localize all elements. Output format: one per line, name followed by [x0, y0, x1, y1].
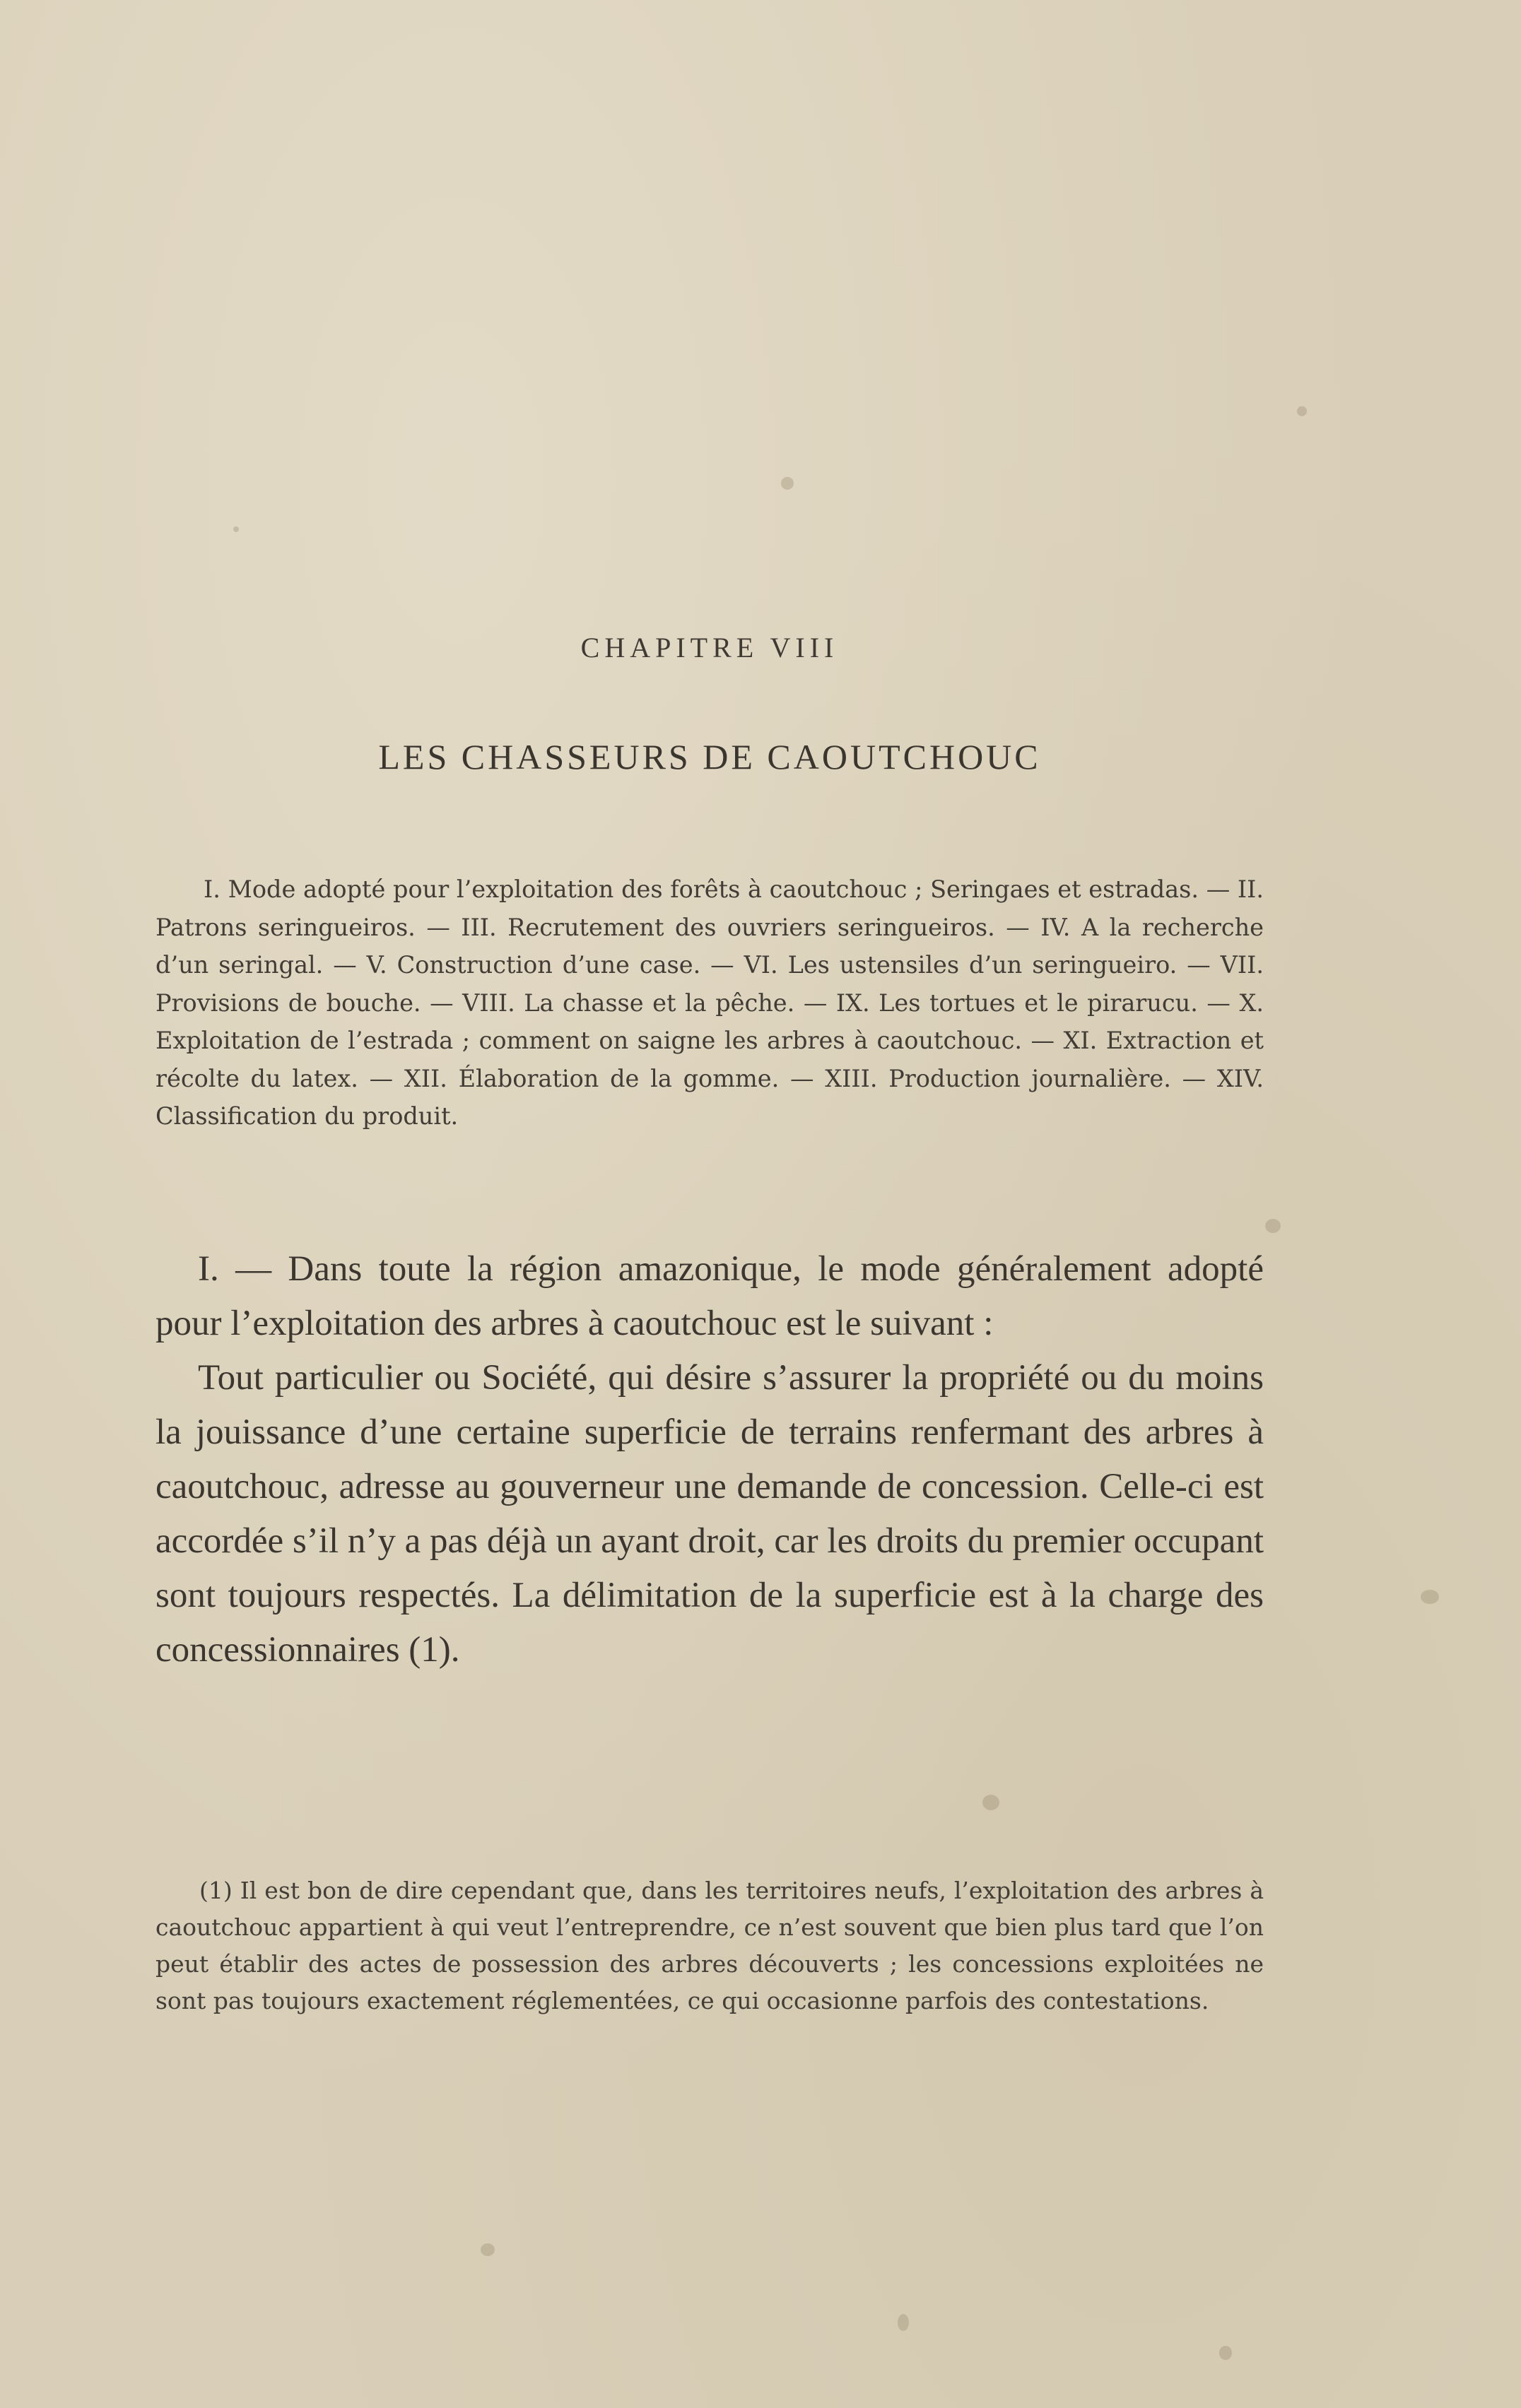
paper-speck — [1219, 2346, 1232, 2360]
chapter-title: LES CHASSEURS DE CAOUTCHOUC — [378, 737, 1041, 777]
chapter-number: CHAPITRE VIII — [580, 632, 839, 663]
paper-speck — [1421, 1590, 1439, 1604]
paper-speck — [982, 1795, 999, 1810]
chapter-summary-text: I. Mode adopté pour l’exploitation des forêts à caoutchouc ; Seringaes et estradas. — II. Patrons seringueiros. — III. Recrutement des ouvriers seringueiros. — IV. A la recherche d’un seringal. — V. Construction d’une case. — VI. Les ustensiles d’un seringueiro. — VII. Provisions de bouche. — VIII. La chasse et la pêche. — IX. Les tortues et le pirarucu. — X. Exploitation de l’estrada ; comment on saigne les arbres à caoutchouc. — XI. Extraction et récolte du latex. — XII. Élaboration de la gomme. — XIII. Production journalière. — XIV. Classification du produit. — [155, 875, 1264, 1130]
paper-speck — [1297, 406, 1307, 416]
chapter-summary — [155, 870, 1264, 1135]
paper-speck — [898, 2314, 909, 2331]
paper-speck — [481, 2243, 495, 2256]
paragraph-2: Tout particulier ou Société, qui désire s’assurer la propriété ou du moins la jouissance d’une certaine superficie de terrains renfermant des arbres à caoutchouc, adresse au gouverneur une demande de concession. Celle-ci est accordée s’il n’y a pas déjà un ayant droit, car les droits du premier occupant sont toujours respectés. La délimitation de la superficie est à la charge des concessionnaires (1). — [155, 1358, 1264, 1670]
footnote-text: (1) Il est bon de dire cependant que, dans les territoires neufs, l’exploitation des arbres à caoutchouc appartient à qui veut l’entreprendre, ce n’est souvent que bien plus tard que l’on peut établir des actes de possession des arbres découverts ; les concessions exploitées ne sont pas toujours exactement réglementées, ce qui occasionne parfois des contestations. — [155, 1877, 1264, 2014]
paragraph-1: I. — Dans toute la région amazonique, le mode généralement adopté pour l’exploitation des arbres à caoutchouc est le suivant : — [155, 1249, 1264, 1343]
footnote — [155, 1872, 1264, 2019]
main-text — [155, 1242, 1264, 1677]
paper-speck — [233, 526, 239, 532]
paper-speck — [781, 477, 794, 490]
paper-speck — [1265, 1219, 1281, 1233]
book-page — [155, 0, 1264, 2408]
